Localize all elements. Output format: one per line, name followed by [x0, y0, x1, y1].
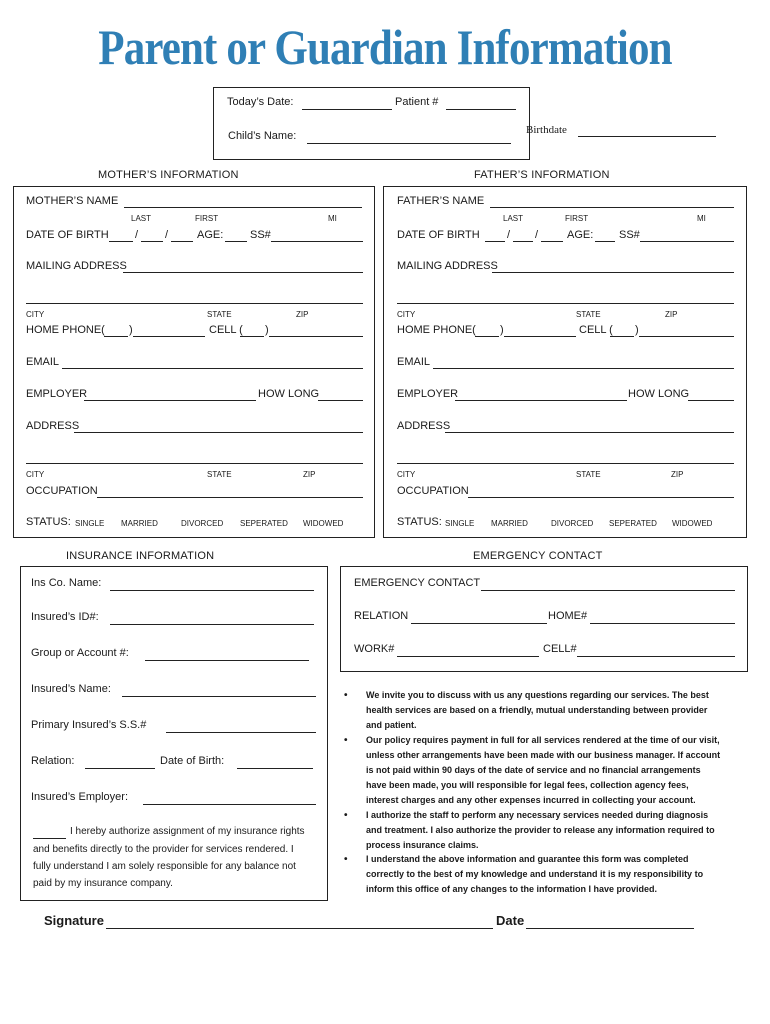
father-city2-hint: CITY: [397, 470, 416, 479]
father-name-field[interactable]: [490, 207, 734, 208]
father-dob-year[interactable]: [541, 241, 563, 242]
primary-ss-label: Primary Insured’s S.S.#: [31, 719, 147, 731]
father-occupation-field[interactable]: [468, 497, 734, 498]
father-zip2-hint: ZIP: [671, 470, 684, 479]
mother-status-widowed[interactable]: WIDOWED: [303, 519, 344, 528]
father-email-field[interactable]: [433, 368, 734, 369]
mother-home-phone-label: HOME PHONE(: [26, 324, 105, 336]
father-ss-field[interactable]: [640, 241, 734, 242]
father-cell-area-field[interactable]: [610, 336, 634, 337]
father-address-label: ADDRESS: [397, 420, 451, 432]
father-status-married[interactable]: MARRIED: [491, 519, 528, 528]
father-address-field[interactable]: [445, 432, 734, 433]
relation-label: Relation:: [31, 755, 75, 767]
mother-dob-month[interactable]: [109, 241, 133, 242]
father-cell-close: ): [635, 324, 639, 336]
childs-name-label: Child’s Name:: [228, 130, 297, 142]
father-how-long-label: HOW LONG: [628, 388, 690, 400]
bullet-icon: •: [344, 810, 348, 821]
insured-dob-label: Date of Birth:: [160, 755, 225, 767]
mother-home-phone-field[interactable]: [133, 336, 205, 337]
bullet-icon: •: [344, 690, 348, 701]
mother-age-label: AGE:: [197, 229, 224, 241]
mother-employer-label: EMPLOYER: [26, 388, 88, 400]
father-state2-hint: STATE: [576, 470, 601, 479]
date-label: Date: [496, 913, 525, 928]
mother-zip2-hint: ZIP: [303, 470, 316, 479]
bullet-icon: •: [344, 735, 348, 746]
emergency-cell-label: CELL#: [543, 643, 577, 655]
policy-bullet-1: • We invite you to discuss with us any questions regarding our services. The best health services are based on a friendly, mutual understanding between provider and patient.: [344, 690, 709, 730]
policy-bullet-3: • I authorize the staff to perform any necessary services needed during diagnosis and treatment. I also authorize the provider to release any information required to process insurance claims.: [344, 810, 715, 850]
father-age-label: AGE:: [567, 229, 594, 241]
father-address-line2[interactable]: [397, 463, 734, 464]
insured-id-field[interactable]: [110, 624, 314, 625]
mother-home-area-field[interactable]: [104, 336, 128, 337]
mother-mailing-label: MAILING ADDRESS: [26, 260, 127, 272]
father-how-long-field[interactable]: [688, 400, 734, 401]
ins-co-name-label: Ins Co. Name:: [31, 577, 102, 589]
birthdate-label: Birthdate: [526, 124, 567, 136]
mother-ss-field[interactable]: [271, 241, 363, 242]
mother-dob-year[interactable]: [171, 241, 193, 242]
father-status-label: STATUS:: [397, 516, 442, 528]
father-dob-label: DATE OF BIRTH: [397, 229, 480, 241]
group-account-label: Group or Account #:: [31, 647, 129, 659]
date-field[interactable]: [526, 928, 694, 929]
insured-name-field[interactable]: [122, 696, 316, 697]
mother-ss-label: SS#: [250, 229, 271, 241]
father-state-hint: STATE: [576, 310, 601, 319]
mother-mailing-field[interactable]: [123, 272, 363, 273]
authorization-initials-field[interactable]: [33, 838, 66, 839]
mother-status-divorced[interactable]: DIVORCED: [181, 519, 224, 528]
father-email-label: EMAIL: [397, 356, 431, 368]
ins-co-name-field[interactable]: [110, 590, 314, 591]
mother-email-field[interactable]: [62, 368, 363, 369]
mother-dob-slash-1: /: [135, 229, 139, 241]
mother-state-hint: STATE: [207, 310, 232, 319]
mother-city2-hint: CITY: [26, 470, 45, 479]
mother-status-label: STATUS:: [26, 516, 71, 528]
emergency-relation-label: RELATION: [354, 610, 409, 622]
mother-mailing-line2[interactable]: [26, 303, 363, 304]
mother-status-married[interactable]: MARRIED: [121, 519, 158, 528]
insurance-section-heading: INSURANCE INFORMATION: [66, 550, 215, 562]
father-last-hint: LAST: [503, 214, 524, 223]
father-home-phone-close: ): [500, 324, 504, 336]
mother-address-label: ADDRESS: [26, 420, 80, 432]
father-status-single[interactable]: SINGLE: [445, 519, 475, 528]
insured-employer-label: Insured’s Employer:: [31, 791, 129, 803]
primary-ss-field[interactable]: [166, 732, 316, 733]
mother-name-label: MOTHER’S NAME: [26, 195, 119, 207]
policy-bullet-4: • I understand the above information and guarantee this form was completed correctly to the best of my knowledge and understand it is my responsibility to inform this office of any changes to the information I have provided.: [344, 854, 704, 894]
signature-field[interactable]: [106, 928, 493, 929]
mother-how-long-label: HOW LONG: [258, 388, 320, 400]
insured-dob-field[interactable]: [237, 768, 313, 769]
mother-state2-hint: STATE: [207, 470, 232, 479]
signature-label: Signature: [44, 913, 104, 928]
father-dob-day[interactable]: [513, 241, 533, 242]
emergency-relation-field[interactable]: [411, 623, 547, 624]
patient-number-label: Patient #: [395, 96, 439, 108]
emergency-work-label: WORK#: [354, 643, 395, 655]
mother-status-separated[interactable]: SEPERATED: [240, 519, 288, 528]
father-age-field[interactable]: [595, 241, 615, 242]
mother-mi-hint: MI: [328, 214, 337, 223]
father-occupation-label: OCCUPATION: [397, 485, 469, 497]
mother-zip-hint: ZIP: [296, 310, 309, 319]
father-city-hint: CITY: [397, 310, 416, 319]
todays-date-field[interactable]: [302, 109, 392, 110]
mother-how-long-field[interactable]: [318, 400, 363, 401]
father-dob-slash-1: /: [507, 229, 511, 241]
mother-dob-slash-2: /: [165, 229, 169, 241]
father-employer-field[interactable]: [455, 400, 627, 401]
father-mailing-line2[interactable]: [397, 303, 734, 304]
mother-email-label: EMAIL: [26, 356, 60, 368]
authorization-text-4: paid by my insurance company.: [33, 878, 173, 889]
emergency-cell-field[interactable]: [577, 656, 735, 657]
father-dob-month[interactable]: [485, 241, 505, 242]
emergency-home-field[interactable]: [590, 623, 735, 624]
emergency-contact-field[interactable]: [481, 590, 735, 591]
insured-employer-field[interactable]: [143, 804, 316, 805]
emergency-home-label: HOME#: [548, 610, 588, 622]
father-cell-label: CELL (: [579, 324, 613, 336]
mother-age-field[interactable]: [225, 241, 247, 242]
page-title: Parent or Guardian Information: [98, 19, 672, 75]
father-home-phone-label: HOME PHONE(: [397, 324, 476, 336]
mother-home-phone-close: ): [129, 324, 133, 336]
mother-cell-field[interactable]: [269, 336, 363, 337]
mother-cell-area-field[interactable]: [240, 336, 264, 337]
childs-name-field[interactable]: [307, 143, 511, 144]
birthdate-field[interactable]: [578, 136, 716, 137]
mother-address-line2[interactable]: [26, 463, 363, 464]
father-employer-label: EMPLOYER: [397, 388, 459, 400]
mother-city-hint: CITY: [26, 310, 45, 319]
father-home-phone-field[interactable]: [504, 336, 576, 337]
father-mi-hint: MI: [697, 214, 706, 223]
mother-cell-label: CELL (: [209, 324, 243, 336]
father-status-widowed[interactable]: WIDOWED: [672, 519, 713, 528]
mother-section-heading: MOTHER’S INFORMATION: [98, 169, 239, 181]
mother-occupation-field[interactable]: [97, 497, 363, 498]
father-first-hint: FIRST: [565, 214, 589, 223]
relation-field[interactable]: [85, 768, 155, 769]
mother-address-field[interactable]: [74, 432, 363, 433]
authorization-text-2: and benefits directly to the provider for services rendered. I: [33, 844, 294, 855]
group-account-field[interactable]: [145, 660, 309, 661]
insured-id-label: Insured’s ID#:: [31, 611, 99, 623]
father-name-label: FATHER’S NAME: [397, 195, 485, 207]
insured-name-label: Insured’s Name:: [31, 683, 111, 695]
mother-name-field[interactable]: [124, 207, 362, 208]
mother-last-hint: LAST: [131, 214, 152, 223]
father-zip-hint: ZIP: [665, 310, 678, 319]
mother-status-single[interactable]: SINGLE: [75, 519, 105, 528]
mother-occupation-label: OCCUPATION: [26, 485, 98, 497]
emergency-work-field[interactable]: [397, 656, 539, 657]
emergency-section-heading: EMERGENCY CONTACT: [473, 550, 603, 562]
father-mailing-field[interactable]: [492, 272, 734, 273]
bullet-icon: •: [344, 854, 348, 865]
mother-employer-field[interactable]: [84, 400, 256, 401]
father-mailing-label: MAILING ADDRESS: [397, 260, 498, 272]
mother-dob-day[interactable]: [141, 241, 163, 242]
father-status-divorced[interactable]: DIVORCED: [551, 519, 594, 528]
emergency-contact-label: EMERGENCY CONTACT: [354, 577, 481, 589]
mother-first-hint: FIRST: [195, 214, 219, 223]
father-ss-label: SS#: [619, 229, 640, 241]
father-dob-slash-2: /: [535, 229, 539, 241]
father-status-separated[interactable]: SEPERATED: [609, 519, 657, 528]
authorization-text-1: I hereby authorize assignment of my insurance rights: [70, 826, 305, 837]
mother-dob-label: DATE OF BIRTH: [26, 229, 109, 241]
father-cell-field[interactable]: [639, 336, 734, 337]
patient-number-field[interactable]: [446, 109, 516, 110]
mother-cell-close: ): [265, 324, 269, 336]
authorization-text-3: fully understand I am solely responsible for any balance not: [33, 861, 296, 872]
father-home-area-field[interactable]: [475, 336, 499, 337]
father-section-heading: FATHER’S INFORMATION: [474, 169, 610, 181]
todays-date-label: Today’s Date:: [227, 96, 294, 108]
policy-bullet-2: • Our policy requires payment in full for all services rendered at the time of our visit, unless other arrangements have been made with our business manager. If account is not paid within 90 days of the date of service and no financial arrangements have been made, you will responsible for legal fees, collection agency fees, interest charges and any other expenses incurred in collecting your account.: [344, 735, 721, 805]
